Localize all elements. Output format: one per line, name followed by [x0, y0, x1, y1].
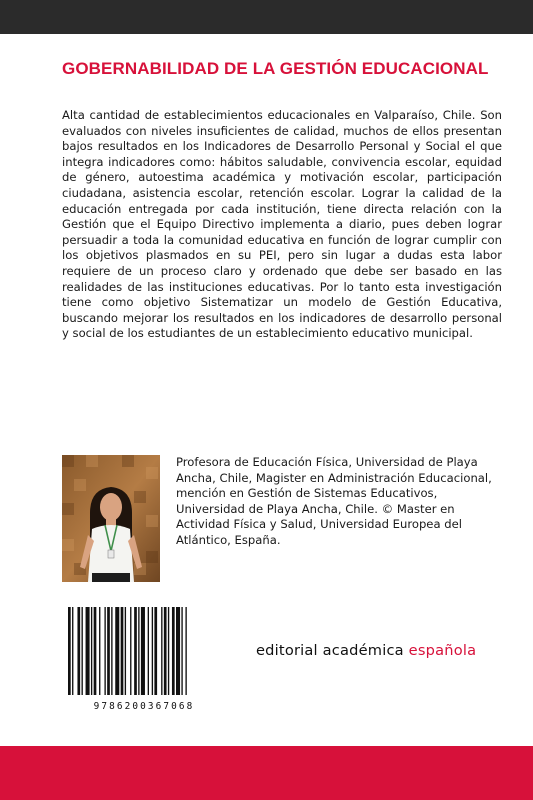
- barcode-bar: [115, 607, 119, 695]
- publisher-logo: [256, 642, 476, 659]
- barcode-bar: [125, 607, 126, 695]
- barcode-bar: [130, 607, 131, 695]
- barcode-bar: [68, 607, 71, 695]
- barcode-bar: [181, 607, 182, 695]
- barcode-bar: [104, 607, 105, 695]
- barcode-bar: [94, 607, 97, 695]
- barcode-bar: [152, 607, 153, 695]
- barcode-bar: [148, 607, 149, 695]
- barcode-bar: [138, 607, 139, 695]
- bottom-band: [0, 746, 533, 800]
- barcode-bar: [82, 607, 83, 695]
- barcode-bar: [176, 607, 180, 695]
- barcode-bar: [185, 607, 186, 695]
- barcode-bar: [164, 607, 167, 695]
- barcode-bar: [172, 607, 175, 695]
- barcode-bar: [121, 607, 124, 695]
- publisher-brand: española: [408, 642, 477, 659]
- barcode-bar: [134, 607, 137, 695]
- barcode-bar: [168, 607, 169, 695]
- isbn-barcode: [62, 603, 227, 711]
- barcode-bar: [77, 607, 80, 695]
- author-photo: [62, 455, 160, 582]
- barcode-bar: [86, 607, 90, 695]
- book-description: Alta cantidad de establecimientos educacionales en Valparaíso, Chile. Son evaluados con niveles insuficientes de calidad, muchos de ellos presentan bajos resultados en los Indicadores de Desarrollo Personal y Social el que integra indicadores como: hábitos saludable, convivencia escolar, equidad de género, autoestima académica y motivación escolar, participación ciudadana, asistencia escolar, retención escolar. Lograr la calidad de la educación entregada por cada institución, tiene directa relación con la Gestión que el Equipo Directivo implementa a diario, pues deben lograr persuadir a toda la comunidad educativa en función de lograr cumplir con los objetivos plasmados en su PEI, pero sin lugar a dudas esta labor requiere de un proceso claro y ordenado que debe ser basado en las realidades de las instituciones educativas. Por lo tanto esta investigación tiene como objetivo Sistematizar un modelo de Gestión Educativa, buscando mejorar los resultados en los indicadores de desarrollo personal y social de los estudiantes de un establecimiento educativo municipal.: [62, 108, 502, 341]
- barcode-bar: [107, 607, 110, 695]
- barcode-bar: [161, 607, 162, 695]
- publisher-name: editorial académica: [256, 642, 409, 659]
- book-title: GOBERNABILIDAD DE LA GESTIÓN EDUCACIONAL: [62, 59, 489, 78]
- author-bio: Profesora de Educación Física, Universidad de Playa Ancha, Chile, Magister en Administración Educacional, mención en Gestión de Sistemas Educativos, Universidad de Playa Ancha, Chile. © Master en Actividad Física y Salud, Universidad Europea del Atlántico, España.: [176, 455, 492, 547]
- isbn-digits: 9786200367068: [93, 701, 195, 711]
- top-band: [0, 0, 533, 34]
- barcode-bar: [154, 607, 157, 695]
- barcode-bar: [99, 607, 100, 695]
- barcode-bar: [91, 607, 92, 695]
- barcode-bar: [72, 607, 73, 695]
- barcode-bar: [111, 607, 112, 695]
- barcode-bar: [141, 607, 145, 695]
